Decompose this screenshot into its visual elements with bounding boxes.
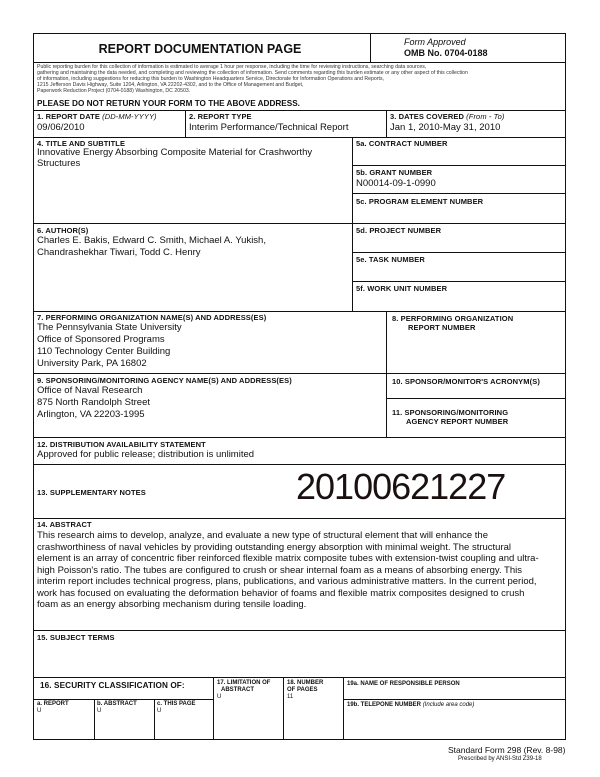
performing-report-label: REPORT NUMBER: [408, 323, 476, 332]
distribution-value: Approved for public release; distribution is unlimited: [37, 449, 255, 460]
abstract-label: 14. ABSTRACT: [37, 520, 92, 529]
responsible-person-label: 19a. NAME OF RESPONSIBLE PERSON: [347, 681, 460, 687]
divider: [33, 373, 566, 374]
subject-terms-label: 15. SUBJECT TERMS: [37, 633, 115, 642]
form-approved: Form Approved: [404, 37, 466, 47]
sponsoring-agency-value: Office of Naval Research: [37, 385, 143, 396]
divider: [33, 110, 566, 111]
divider: [352, 252, 566, 253]
divider: [386, 398, 566, 399]
divider: [33, 437, 566, 438]
divider: [33, 62, 566, 63]
program-element-label: 5c. PROGRAM ELEMENT NUMBER: [356, 197, 484, 206]
divider: [352, 281, 566, 282]
divider: [33, 464, 566, 465]
project-number-label: 5d. PROJECT NUMBER: [356, 226, 442, 235]
form-number: Standard Form 298 (Rev. 8-98): [448, 745, 566, 755]
report-type-value: Interim Performance/Technical Report: [189, 122, 349, 133]
sponsoring-agency-value: 875 North Randolph Street: [37, 397, 151, 408]
divider: [94, 699, 95, 740]
task-number-label: 5e. TASK NUMBER: [356, 255, 425, 264]
form-prescription: Prescribed by ANSI-Std Z39-18: [458, 756, 542, 762]
authors-value: Chandrashekhar Tiwari, Todd C. Henry: [37, 247, 201, 258]
divider: [33, 518, 566, 519]
abstract-line: crashworthiness of naval vehicles by providing outstanding energy absorption with minimal weight. The structural: [37, 541, 512, 553]
title-value: Structures: [37, 158, 81, 169]
divider: [185, 110, 186, 137]
divider: [213, 677, 214, 740]
divider: [386, 110, 387, 137]
distribution-label: 12. DISTRIBUTION AVAILABILITY STATEMENT: [37, 440, 206, 449]
limitation-value: U: [217, 694, 222, 700]
burden-line: of information, including suggestions for reducing this burden to Washington Headquarters Service, Directorate for Information Operations and Reports,: [37, 76, 384, 82]
abstract-line: foam as an energy absorbing mechanism during tensile loading.: [37, 599, 307, 610]
divider: [370, 33, 371, 62]
do-not-return-notice: PLEASE DO NOT RETURN YOUR FORM TO THE ABOVE ADDRESS.: [37, 99, 300, 108]
limitation-label: 17. LIMITATION OF: [217, 680, 271, 686]
burden-line: gathering and maintaining the data needed, and completing and reviewing the collection of information. Send comments regarding this burden estimate or any other aspect of this collection: [37, 70, 468, 76]
abstract-line: This research aims to develop, analyze, and evaluate a new type of structural element that will enhance the: [37, 530, 488, 541]
work-unit-label: 5f. WORK UNIT NUMBER: [356, 284, 448, 293]
telephone-label: 19b. TELEPONE NUMBER (Include area code): [347, 702, 475, 708]
grant-number-value: N00014-09-1-0990: [356, 178, 436, 189]
agency-report-label: 11. SPONSORING/MONITORING: [392, 408, 509, 417]
performing-org-value: 110 Technology Center Building: [37, 346, 171, 357]
accession-stamp: 20100621227: [296, 466, 506, 507]
report-class-label: a. REPORT: [37, 701, 69, 707]
dates-covered-label: 3. DATES COVERED (From - To): [390, 112, 505, 121]
title-label: 4. TITLE AND SUBTITLE: [37, 139, 126, 148]
report-date-value: 09/06/2010: [37, 122, 85, 133]
authors-value: Charles E. Bakis, Edward C. Smith, Michael A. Yukish,: [37, 235, 266, 246]
security-classification-label: 16. SECURITY CLASSIFICATION OF:: [40, 681, 185, 690]
grant-number-label: 5b. GRANT NUMBER: [356, 168, 433, 177]
divider: [154, 699, 155, 740]
abstract-line: interim report includes technical progress, plans, publications, and various administrative matters. In the current period,: [37, 576, 537, 587]
performing-org-label: 7. PERFORMING ORGANIZATION NAME(S) AND ADDRESS(ES): [37, 313, 267, 322]
limitation-label: ABSTRACT: [221, 687, 254, 693]
dates-covered-value: Jan 1, 2010-May 31, 2010: [390, 122, 501, 133]
divider: [352, 193, 566, 194]
abstract-class-label: b. ABSTRACT: [97, 701, 137, 707]
form-title: REPORT DOCUMENTATION PAGE: [98, 42, 302, 56]
divider: [33, 311, 566, 312]
divider: [343, 677, 344, 740]
burden-line: 1215 Jefferson Davis Highway, Suite 1204, Arlington, VA 22202-4302, and to the Office of Management and Budget,: [37, 82, 304, 88]
divider: [33, 137, 566, 138]
report-date-label: 1. REPORT DATE (DD-MM-YYYY): [37, 112, 157, 121]
divider: [352, 165, 566, 166]
divider: [343, 699, 566, 700]
omb-number: OMB No. 0704-0188: [404, 48, 488, 58]
performing-org-value: Office of Sponsored Programs: [37, 334, 165, 345]
title-value: Innovative Energy Absorbing Composite Material for Crashworthy: [37, 147, 313, 158]
performing-org-value: The Pennsylvania State University: [37, 322, 182, 333]
sponsoring-agency-label: 9. SPONSORING/MONITORING AGENCY NAME(S) AND ADDRESS(ES): [37, 376, 292, 385]
number-of-pages-value: 11: [287, 694, 294, 700]
divider: [33, 630, 566, 631]
burden-line: Paperwork Reduction Project (0704-0188) Washington, DC 20503.: [37, 88, 191, 94]
divider: [33, 677, 566, 678]
performing-org-value: University Park, PA 16802: [37, 358, 147, 369]
divider: [33, 699, 213, 700]
authors-label: 6. AUTHOR(S): [37, 226, 89, 235]
sponsoring-agency-value: Arlington, VA 22203-1995: [37, 409, 145, 420]
page-class-label: c. THIS PAGE: [157, 701, 196, 707]
divider: [33, 223, 566, 224]
performing-report-label: 8. PERFORMING ORGANIZATION: [392, 314, 514, 323]
contract-number-label: 5a. CONTRACT NUMBER: [356, 139, 448, 148]
sponsor-acronym-label: 10. SPONSOR/MONITOR'S ACRONYM(S): [392, 377, 540, 386]
number-of-pages-label: 18. NUMBER: [287, 680, 324, 686]
supplementary-notes-label: 13. SUPPLEMENTARY NOTES: [37, 488, 146, 497]
agency-report-label: AGENCY REPORT NUMBER: [406, 417, 509, 426]
page-class-value: U: [157, 708, 162, 714]
burden-line: Public reporting burden for this collection of information is estimated to average 1 hour per response, including the time for reviewing instructions, searching data sources,: [37, 64, 427, 70]
divider: [352, 137, 353, 311]
abstract-class-value: U: [97, 708, 102, 714]
divider: [386, 311, 387, 437]
abstract-line: element is an array of concentric fiber reinforced flexible matrix composite tubes with extension-twist coupling and ultra-: [37, 553, 539, 564]
report-type-label: 2. REPORT TYPE: [189, 112, 252, 121]
number-of-pages-label: OF PAGES: [287, 687, 318, 693]
abstract-line: high Poisson's ratio. The tubes are configured to crush or shear internal foam as a means of absorbing energy. This: [37, 564, 523, 576]
abstract-line: work has focused on evaluating the deformation behavior of foams and flexible matrix composites designed to crush: [37, 587, 525, 599]
divider: [283, 677, 284, 740]
report-class-value: U: [37, 708, 42, 714]
